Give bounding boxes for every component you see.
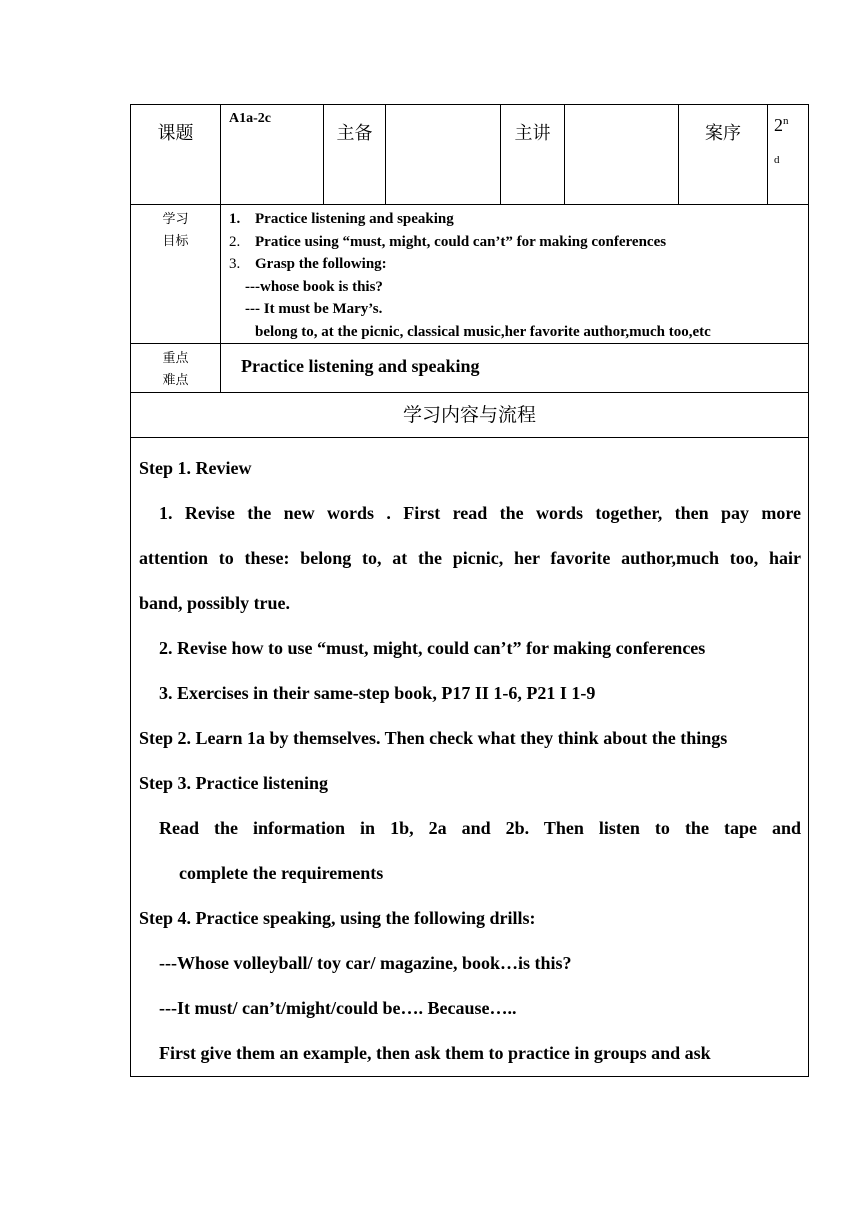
goal-number: 2.: [229, 233, 241, 250]
step-line: 2. Revise how to use “must, might, could can’t” for making conferences: [159, 638, 706, 658]
case-number-suffix-top: n: [783, 115, 789, 127]
focus-row: [131, 344, 809, 393]
step-line: First give them an example, then ask them to practice in groups and ask: [159, 1043, 711, 1063]
step-line: 3. Exercises in their same-step book, P17 II 1-6, P21 I 1-9: [159, 683, 596, 703]
goal-text: Grasp the following:: [255, 256, 387, 272]
goal-item: [229, 253, 808, 276]
step-line: ---Whose volleyball/ toy car/ magazine, book…is this?: [159, 953, 572, 973]
procedure-content: [131, 438, 809, 1077]
topic-label: 课题: [157, 123, 194, 144]
step-heading: Step 2. Learn 1a by themselves. Then check what they think about the things: [139, 728, 728, 748]
prep-label-cell: [324, 105, 386, 205]
header-row: [131, 105, 809, 205]
case-number-cell: [768, 105, 809, 205]
lesson-plan-page: [130, 104, 808, 1077]
case-number-suffix-bottom: d: [774, 154, 780, 166]
step-line: complete the requirements: [179, 863, 384, 883]
lecturer-label: 主讲: [514, 123, 551, 144]
content-row: [131, 438, 809, 1077]
goal-item: [229, 208, 808, 231]
case-number: 2: [774, 115, 783, 135]
goal-number: 1.: [229, 211, 241, 227]
step-heading: Step 4. Practice speaking, using the following drills:: [139, 908, 536, 928]
goal-subline: --- It must be Mary’s.: [245, 301, 383, 317]
goals-content: [221, 205, 809, 344]
step-line: ---It must/ can’t/might/could be…. Because…..: [159, 998, 517, 1018]
goal-text: Pratice using “must, might, could can’t” for making conferences: [255, 233, 667, 250]
goal-item: [229, 231, 808, 254]
step-line: band, possibly true.: [139, 593, 291, 613]
focus-text: Practice listening and speaking: [221, 344, 809, 393]
goals-label-cell: [131, 205, 221, 344]
focus-label-line1: 重点: [162, 351, 189, 366]
goal-text: Practice listening and speaking: [255, 211, 454, 227]
step-line: Read the information in 1b, 2a and 2b. Then listen to the tape and: [159, 818, 801, 838]
goals-label-line2: 目标: [162, 234, 189, 249]
goals-label-line1: 学习: [162, 212, 189, 227]
section-title: 学习内容与流程: [131, 393, 809, 438]
section-title-row: [131, 393, 809, 438]
goal-number: 3.: [229, 256, 241, 272]
focus-label-line2: 难点: [162, 373, 189, 388]
topic-label-cell: [131, 105, 221, 205]
step-line: 1. Revise the new words . First read the words together, then pay more: [159, 503, 801, 523]
focus-label-cell: [131, 344, 221, 393]
lecturer-label-cell: [501, 105, 565, 205]
case-label-cell: [679, 105, 768, 205]
topic-value: A1a-2c: [221, 105, 324, 205]
step-heading: Step 3. Practice listening: [139, 773, 328, 793]
goal-subline: ---whose book is this?: [245, 278, 383, 295]
prep-label: 主备: [336, 123, 373, 144]
lecturer-value: [565, 105, 679, 205]
goal-subline: belong to, at the picnic, classical music,her favorite author,much too,etc: [255, 323, 711, 340]
case-label: 案序: [705, 123, 741, 144]
step-heading: Step 1. Review: [139, 458, 252, 478]
goals-row: [131, 205, 809, 344]
step-line: attention to these: belong to, at the picnic, her favorite author,much too, hair: [139, 548, 801, 568]
prep-value: [386, 105, 501, 205]
lesson-plan-table: [130, 104, 809, 1077]
